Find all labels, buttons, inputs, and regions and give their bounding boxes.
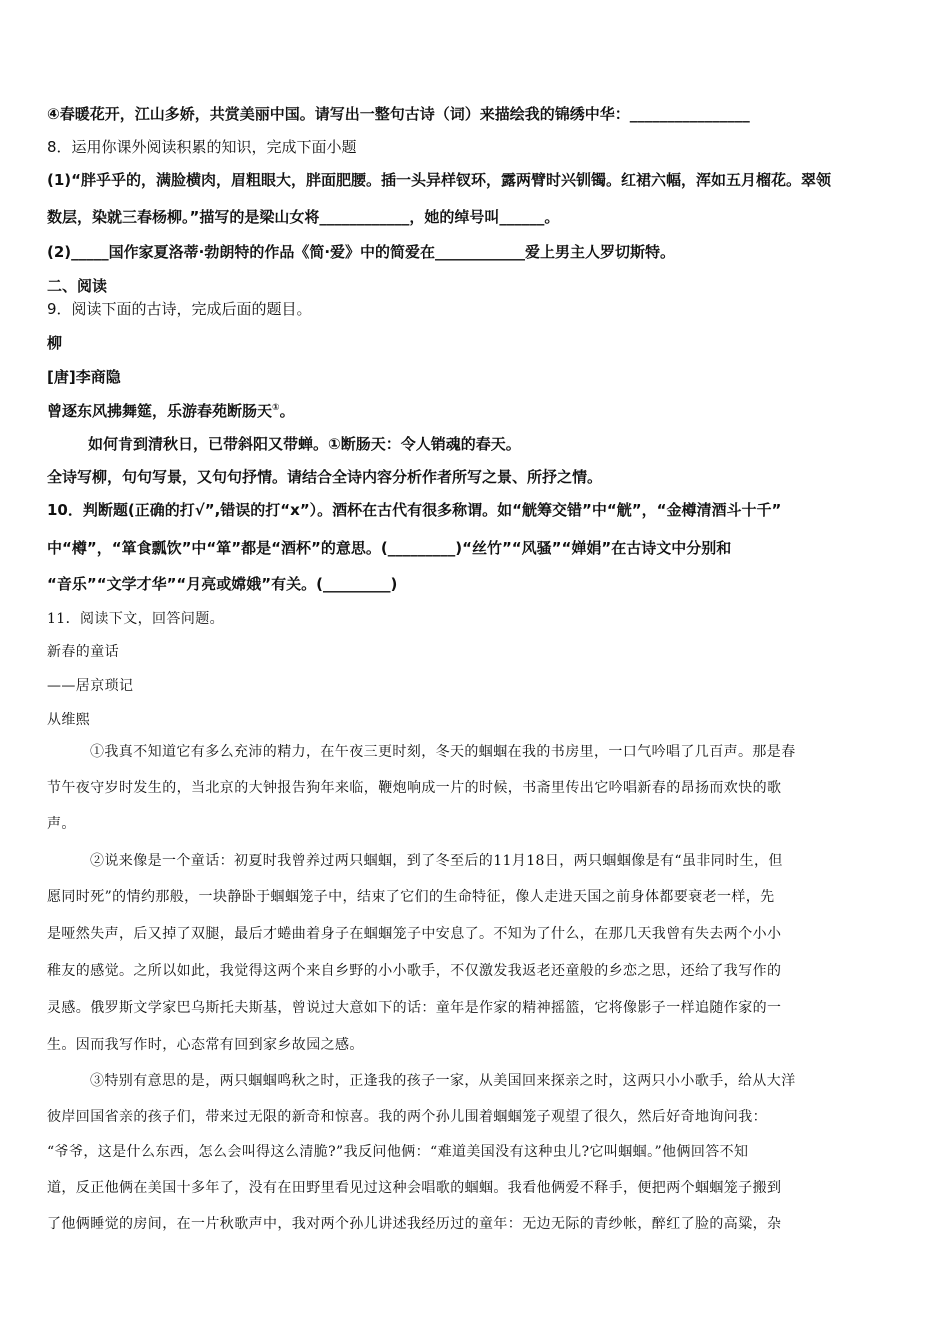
q8-title: 8．运用你课外阅读积累的知识，完成下面小题: [47, 138, 357, 156]
article-title: 新春的童话: [47, 644, 119, 660]
p2-line: 是哑然失声，后又掉了双腿，最后才蜷曲着身子在蝈蝈笼子中安息了。不知为了什么，在那几天我曾有失去两个小小: [47, 926, 782, 942]
poem-line1-end: 。: [279, 402, 295, 420]
q11-title: 11．阅读下文，回答问题。: [47, 611, 225, 627]
q10-line1: 10．判断题(正确的打√”,错误的打“x”）。酒杯在古代有很多称谓。如“觥筹交错”中“觥”，“金樽清酒斗十千”: [47, 501, 782, 519]
article-subtitle: ——居京琐记: [47, 678, 134, 694]
q7-item4: ④春暖花开，江山多娇，共赏美丽中国。请写出一整句古诗（词）来描绘我的锦绣中华：________________: [47, 105, 750, 123]
q8-sub1-line2: 数层，染就三春杨柳。”描写的是梁山女将____________，她的绰号叫______。: [47, 208, 560, 226]
q8-sub2: (2)_____国作家夏洛蒂·勃朗特的作品《简·爱》中的简爱在____________爱上男主人罗切斯特。: [47, 243, 676, 261]
p3-line: 彼岸回国省亲的孩子们，带来过无限的新奇和惊喜。我的两个孙儿围着蝈蝈笼子观望了很久，然后好奇地询问我：: [47, 1109, 767, 1125]
p2-line: 灵感。俄罗斯文学家巴乌斯托夫斯基，曾说过大意如下的话：童年是作家的精神摇篮，它将像影子一样追随作家的一: [47, 1000, 782, 1016]
poem-line1-text: 曾逐东风拂舞筵，乐游春苑断肠天: [47, 402, 273, 420]
poem-line2: 如何肯到清秋日，已带斜阳又带蝉。①断肠天：令人销魂的春天。: [88, 435, 521, 453]
p3-line: 了他俩睡觉的房间，在一片秋歌声中，我对两个孙儿讲述我经历过的童年：无边无际的青纱帐，醉红了脸的高粱，杂: [47, 1216, 782, 1232]
footnote-mark: ①: [272, 403, 280, 413]
p3-line: 道，反正他俩在美国十多年了，没有在田野里看见过这种会唱歌的蝈蝈。我看他俩爱不释手，便把两个蝈蝈笼子搬到: [47, 1180, 782, 1196]
p2-line: ②说来像是一个童话：初夏时我曾养过两只蝈蝈，到了冬至后的11月18日，两只蝈蝈像是有“虽非同时生，但: [90, 853, 783, 869]
q10-line3: “音乐”“文学才华”“月亮或嫦娥”有关。(_________): [47, 575, 398, 593]
q10-line2: 中“樽”，“箪食瓢饮”中“箪”都是“酒杯”的意思。(_________)“丝竹”“风骚”“婵娟”在古诗文中分别和: [47, 539, 732, 557]
p2-line: 愿同时死”的情约那般，一块静卧于蝈蝈笼子中，结束了它们的生命特征，像人走进天国之前身体都要衰老一样，先: [47, 889, 775, 905]
p2-line: 稚友的感觉。之所以如此，我觉得这两个来自乡野的小小歌手，不仅激发我返老还童般的乡恋之思，还给了我写作的: [47, 963, 782, 979]
q9-title: 9．阅读下面的古诗，完成后面的题目。: [47, 300, 312, 318]
poem-title: 柳: [47, 334, 63, 352]
section2-heading: 二、阅读: [47, 277, 108, 295]
p1-line: 声。: [47, 816, 76, 832]
p1-line: 节午夜守岁时发生的，当北京的大钟报告狗年来临，鞭炮响成一片的时候，书斋里传出它吟唱新春的昂扬而欢快的歌: [47, 780, 782, 796]
q9-question: 全诗写柳，句句写景，又句句抒情。请结合全诗内容分析作者所写之景、所抒之情。: [47, 468, 603, 486]
poem-line1: [47, 401, 295, 421]
p2-line: 生。因而我写作时，心态常有回到家乡故园之感。: [47, 1037, 364, 1053]
poem-author: [唐]李商隐: [47, 368, 121, 386]
p3-line: “爷爷，这是什么东西，怎么会叫得这么清脆?”我反问他俩：“难道美国没有这种虫儿?它叫蝈蝈。”他俩回答不知: [47, 1144, 749, 1160]
p1-line: ①我真不知道它有多么充沛的精力，在午夜三更时刻，冬天的蝈蝈在我的书房里，一口气吟唱了几百声。那是春: [90, 744, 796, 760]
article-author: 从维熙: [47, 712, 91, 728]
q8-sub1-line1: (1)“胖乎乎的，满脸横肉，眉粗眼大，胖面肥腰。插一头异样钗环，露两臂时兴钏镯。红裙六幅，浑如五月榴花。翠领: [47, 171, 832, 189]
p3-line: ③特别有意思的是，两只蝈蝈鸣秋之时，正逢我的孩子一家，从美国回来探亲之时，这两只小小歌手，给从大洋: [90, 1073, 796, 1089]
